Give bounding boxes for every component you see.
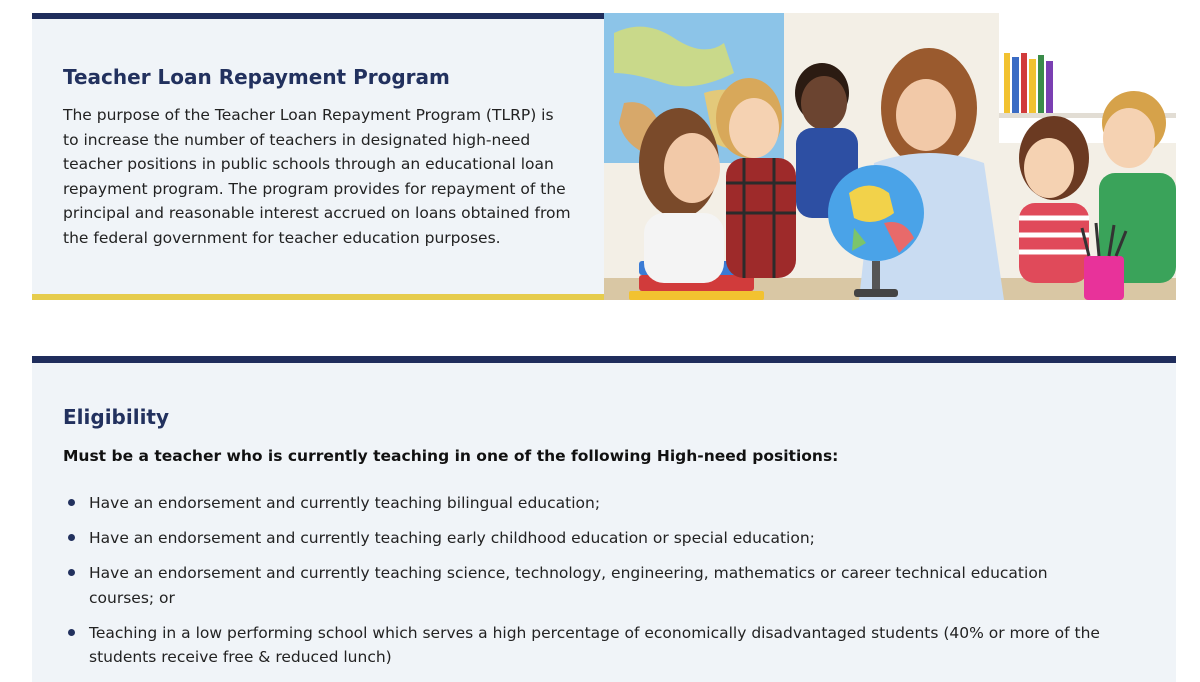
bullet-icon [68,569,75,576]
program-text-panel [32,13,604,300]
eligibility-list [63,491,1144,670]
eligibility-section [32,356,1176,682]
program-description: The purpose of the Teacher Loan Repayment Program (TLRP) is to increase the number of teachers in designated high-need teacher positions in public schools through an educational loan repayment program. The program provides for repayment of the principal and reasonable interest accrued on loans obtained from the federal government for teacher education purposes. [63,106,571,247]
list-item-text: Have an endorsement and currently teaching early childhood education or special education; [89,529,815,547]
list-item-text: Teaching in a low performing school which serves a high percentage of economically disadvantaged students (40% or more of the students receive free & reduced lunch) [89,623,1100,666]
list-item [63,526,1103,551]
list-item-text: Have an endorsement and currently teaching science, technology, engineering, mathematics or career technical education courses; or [89,564,1048,607]
list-item [63,491,1103,516]
list-item [63,621,1103,670]
list-item [63,561,1103,610]
eligibility-title: Eligibility [63,405,170,429]
classroom-photo [604,13,1176,300]
bullet-icon [68,499,75,506]
bullet-icon [68,534,75,541]
bullet-icon [68,629,75,636]
eligibility-lead: Must be a teacher who is currently teaching in one of the following High-need positions: [63,447,839,465]
program-title: Teacher Loan Repayment Program [63,65,450,89]
list-item-text: Have an endorsement and currently teaching bilingual education; [89,494,601,512]
program-card [32,13,1176,300]
